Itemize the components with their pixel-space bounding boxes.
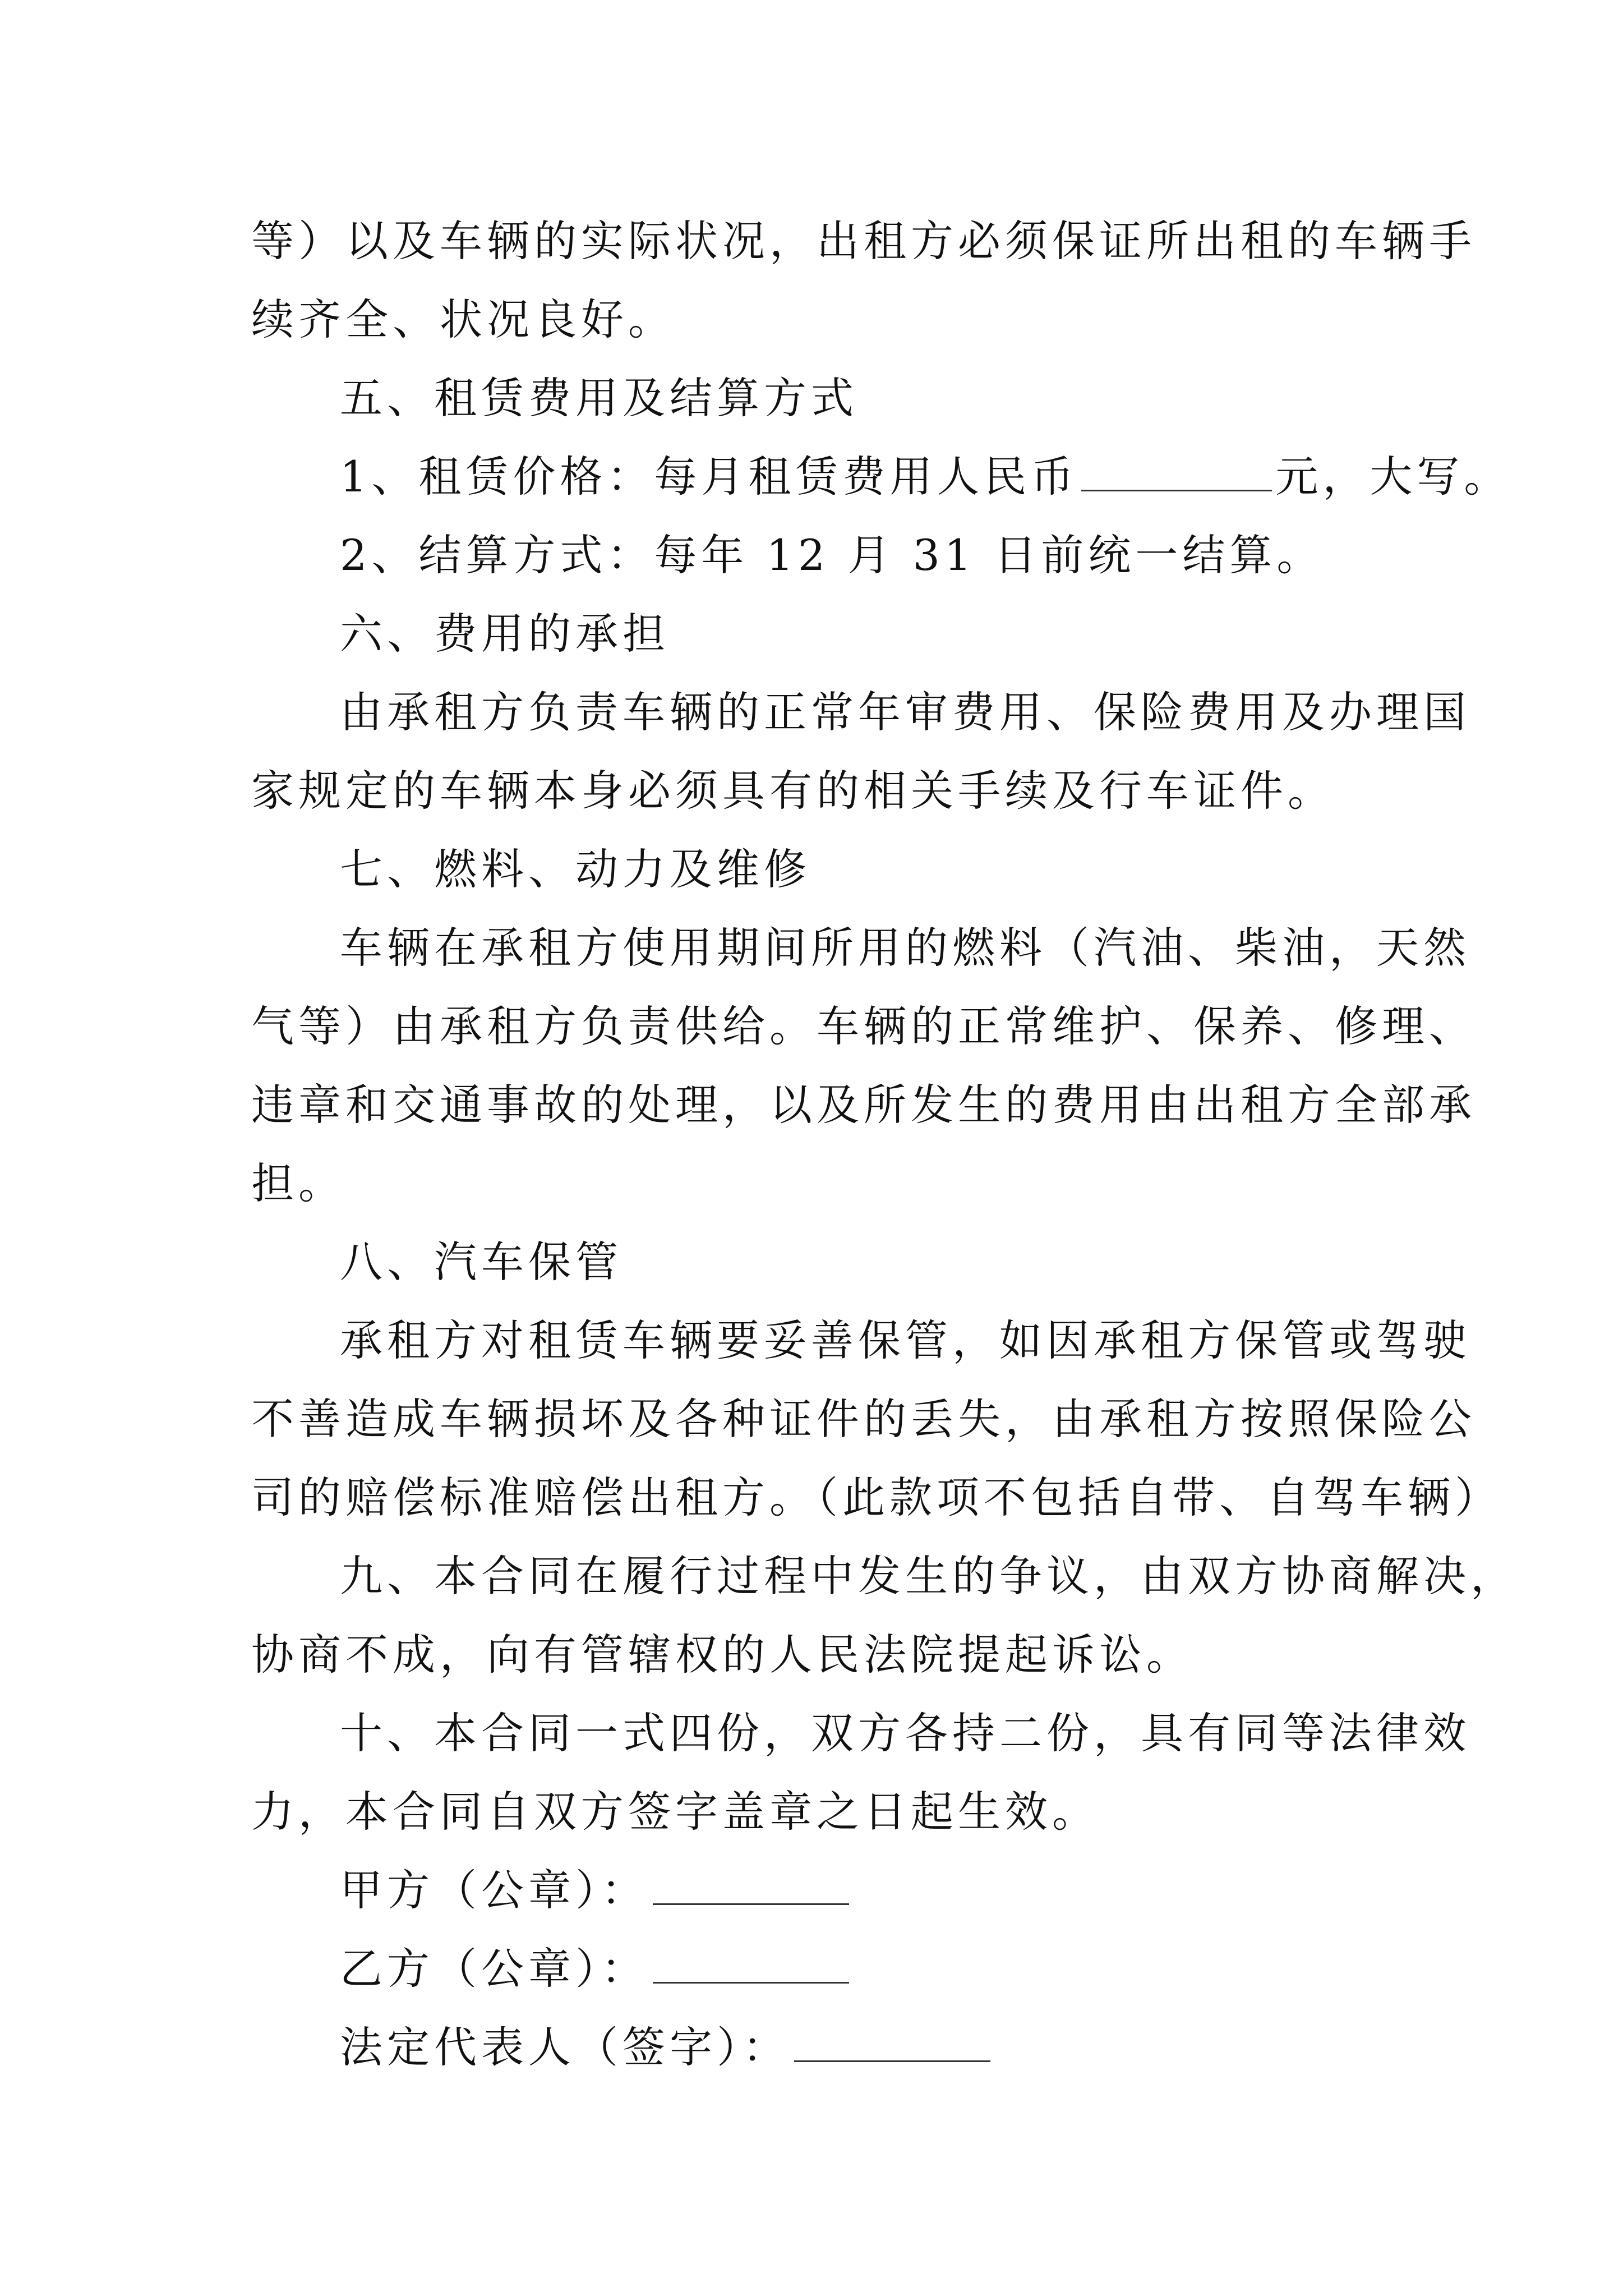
party-a-seal-line xyxy=(340,1862,852,1918)
paragraph-line: 违章和交通事故的处理，以及所发生的费用由出租方全部承 xyxy=(251,1080,1476,1130)
party-b-seal-line xyxy=(340,1941,852,1997)
legal-rep-signature-label: 法定代表人（签字）： xyxy=(340,2022,790,2072)
rental-price-blank xyxy=(1081,487,1272,491)
paragraph-line: 不善造成车辆损坏及各种证件的丢失，由承租方按照保险公 xyxy=(251,1394,1476,1444)
paragraph-line: 家规定的车辆本身必须具有的相关手续及行车证件。 xyxy=(251,766,1335,816)
rental-price-label: 1、租赁价格：每月租赁费用人民币 xyxy=(340,452,1078,501)
section-heading: 五、租赁费用及结算方式 xyxy=(340,373,858,423)
rental-price-suffix: 元，大写。 xyxy=(1275,452,1511,501)
legal-rep-signature-line xyxy=(340,2019,994,2076)
paragraph-line: 担。 xyxy=(251,1158,345,1208)
paragraph-line: 协商不成，向有管辖权的人民法院提起诉讼。 xyxy=(251,1630,1193,1680)
party-b-seal-blank xyxy=(653,1980,849,1984)
paragraph-line: 气等）由承租方负责供给。车辆的正常维护、保养、修理、 xyxy=(251,1001,1476,1051)
paragraph-line: 十、本合同一式四份，双方各持二份，具有同等法律效 xyxy=(340,1708,1470,1758)
paragraph-line: 续齐全、状况良好。 xyxy=(251,295,675,344)
section-heading: 八、汽车保管 xyxy=(340,1237,623,1287)
paragraph-line: 司的赔偿标准赔偿出租方。（此款项不包括自带、自驾车辆） xyxy=(251,1473,1502,1522)
paragraph-line: 承租方对租赁车辆要妥善保管，如因承租方保管或驾驶 xyxy=(340,1315,1470,1365)
section-heading: 六、费用的承担 xyxy=(340,609,670,659)
legal-rep-signature-blank xyxy=(794,2058,990,2062)
section-heading: 七、燃料、动力及维修 xyxy=(340,844,811,894)
party-a-seal-blank xyxy=(653,1901,849,1905)
paragraph-line: 力，本合同自双方签字盖章之日起生效。 xyxy=(251,1787,1099,1837)
paragraph-line: 由承租方负责车辆的正常年审费用、保险费用及办理国 xyxy=(340,687,1470,737)
party-a-seal-label: 甲方（公章）： xyxy=(340,1865,648,1915)
party-b-seal-label: 乙方（公章）： xyxy=(340,1944,648,1994)
rental-price-line xyxy=(340,449,1511,505)
settlement-line: 2、结算方式：每年 12 月 31 日前统一结算。 xyxy=(340,530,1324,580)
paragraph-line: 车辆在承租方使用期间所用的燃料（汽油、柴油，天然 xyxy=(340,923,1470,973)
paragraph-line: 等）以及车辆的实际状况，出租方必须保证所出租的车辆手 xyxy=(251,216,1476,266)
paragraph-line: 九、本合同在履行过程中发生的争议，由双方协商解决， xyxy=(340,1551,1518,1601)
